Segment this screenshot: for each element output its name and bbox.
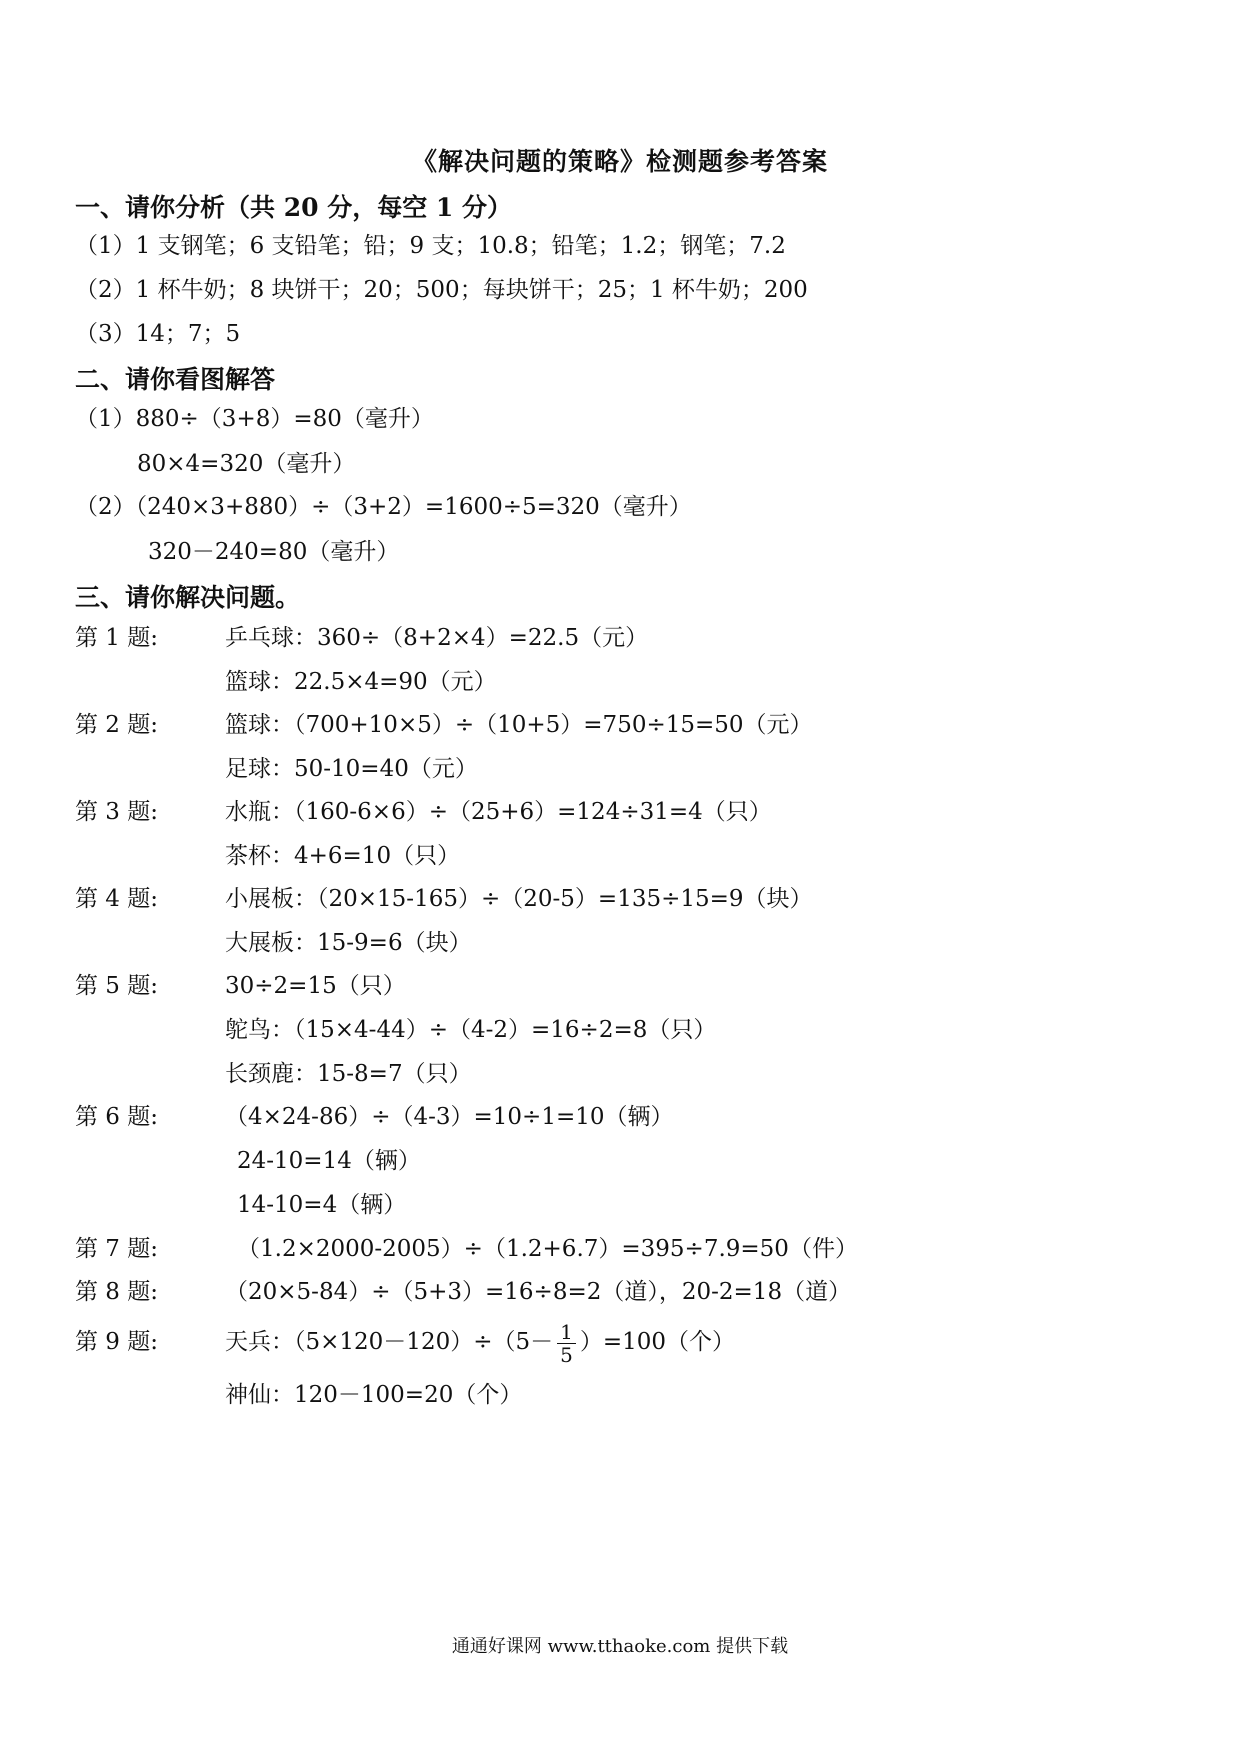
problem-5-line-3: 长颈鹿：15-8=7（只） bbox=[225, 1061, 472, 1087]
problem-7-label: 第 7 题: bbox=[75, 1236, 159, 1262]
problem-1-line-1: 乒乓球：360÷（8+2×4）=22.5（元） bbox=[225, 625, 649, 651]
problem-4-line-2: 大展板：15-9=6（块） bbox=[225, 930, 472, 956]
problem-9-label: 第 9 题: bbox=[75, 1329, 159, 1355]
problem-5-line-1: 30÷2=15（只） bbox=[225, 973, 406, 999]
section1-line-1: （1）1 支钢笔；6 支铅笔；铅；9 支；10.8；铅笔；1.2；钢笔；7.2 bbox=[75, 233, 786, 259]
problem-4-label: 第 4 题: bbox=[75, 886, 159, 912]
problem-9-line-2: 神仙：120－100=20（个） bbox=[225, 1382, 523, 1408]
problem-4-line-1: 小展板：（20×15-165）÷（20-5）=135÷15=9（块） bbox=[225, 886, 813, 912]
problem-6-line-3: 14-10=4（辆） bbox=[237, 1192, 407, 1218]
section2-line-3: （2）（240×3+880）÷（3+2）=1600÷5=320（毫升） bbox=[75, 494, 692, 520]
problem-3-line-1: 水瓶：（160-6×6）÷（25+6）=124÷31=4（只） bbox=[225, 799, 772, 825]
problem-6-label: 第 6 题: bbox=[75, 1104, 159, 1130]
problem-2-label: 第 2 题: bbox=[75, 712, 159, 738]
section2-heading: 二、请你看图解答 bbox=[75, 365, 276, 394]
problem-2-line-2: 足球：50-10=40（元） bbox=[225, 756, 478, 782]
page-title: 《解决问题的策略》检测题参考答案 bbox=[411, 147, 828, 176]
problem-3-label: 第 3 题: bbox=[75, 799, 159, 825]
problem-9-line-1-after: ）=100（个） bbox=[579, 1329, 736, 1355]
problem-1-label: 第 1 题: bbox=[75, 625, 159, 651]
problem-1-line-2: 篮球：22.5×4=90（元） bbox=[225, 669, 497, 695]
section1-heading: 一、请你分析（共 20 分，每空 1 分） bbox=[75, 193, 513, 222]
section2-line-1: （1）880÷（3+8）=80（毫升） bbox=[75, 406, 434, 432]
problem-5-label: 第 5 题: bbox=[75, 973, 159, 999]
problem-5-line-2: 鸵鸟：（15×4-44）÷（4-2）=16÷2=8（只） bbox=[225, 1017, 717, 1043]
section3-heading: 三、请你解决问题。 bbox=[75, 583, 301, 612]
problem-6-line-2: 24-10=14（辆） bbox=[237, 1148, 421, 1174]
section2-line-4: 320－240=80（毫升） bbox=[148, 539, 400, 565]
problem-8-line-1: （20×5-84）÷（5+3）=16÷8=2（道），20-2=18（道） bbox=[225, 1279, 852, 1305]
problem-9-line-1-before: 天兵：（5×120－120）÷（5－ bbox=[225, 1329, 554, 1355]
problem-2-line-1: 篮球：（700+10×5）÷（10+5）=750÷15=50（元） bbox=[225, 712, 813, 738]
section2-line-2: 80×4=320（毫升） bbox=[137, 451, 356, 477]
problem-7-line-1: （1.2×2000-2005）÷（1.2+6.7）=395÷7.9=50（件） bbox=[237, 1236, 858, 1262]
problem-3-line-2: 茶杯：4+6=10（只） bbox=[225, 843, 461, 869]
footer-source-note: 通通好课网 www.tthaoke.com 提供下载 bbox=[451, 1636, 789, 1657]
problem-6-line-1: （4×24-86）÷（4-3）=10÷1=10（辆） bbox=[225, 1104, 674, 1130]
problem-8-label: 第 8 题: bbox=[75, 1279, 159, 1305]
section1-line-3: （3）14；7；5 bbox=[75, 321, 241, 347]
fraction-numerator: 1 bbox=[557, 1321, 576, 1344]
fraction-denominator: 5 bbox=[560, 1342, 573, 1367]
problem-9-line-1 bbox=[225, 1314, 735, 1370]
fraction bbox=[557, 1321, 576, 1366]
section1-line-2: （2）1 杯牛奶；8 块饼干；20；500；每块饼干；25；1 杯牛奶；200 bbox=[75, 277, 808, 303]
